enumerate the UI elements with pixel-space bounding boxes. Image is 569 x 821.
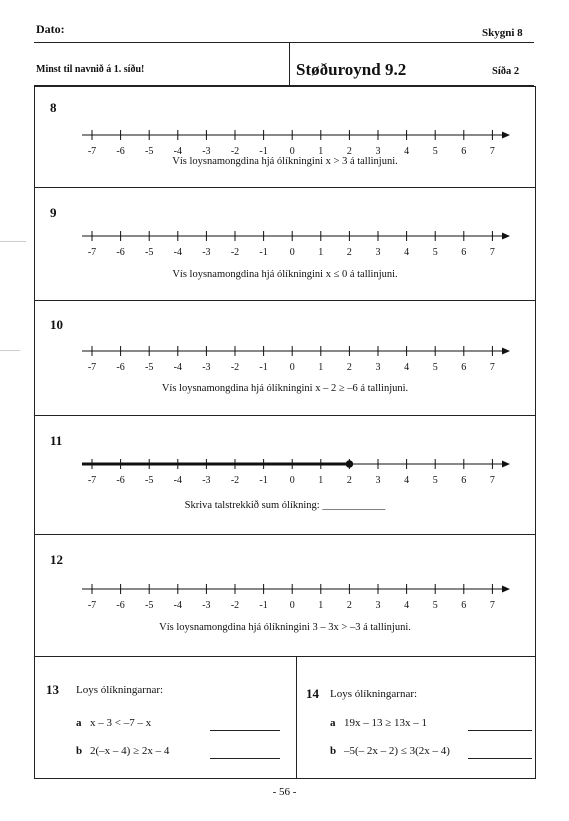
tick-label: -2 — [230, 146, 240, 157]
tick-label: -5 — [145, 146, 154, 157]
tick-label: -7 — [87, 600, 97, 611]
tick-label: -5 — [145, 247, 154, 258]
tick-label: 3 — [375, 362, 381, 373]
q13-b-expression: 2(–x – 4) ≥ 2x – 4 — [90, 745, 170, 757]
tick-label: -5 — [145, 475, 154, 486]
tick-label: -5 — [145, 600, 154, 611]
tick-label: -6 — [116, 600, 125, 611]
q14-b-answer-line[interactable] — [468, 758, 532, 759]
question-caption-12: Vís loysnamongdina hjá ólíkningini 3 – 3x > –3 á tallinjuni. — [159, 622, 411, 633]
tick-label: -6 — [116, 475, 125, 486]
tick-label: 5 — [432, 146, 438, 157]
tick-label: -1 — [259, 146, 268, 157]
axis-arrow-icon — [502, 132, 510, 139]
tick-label: 2 — [346, 247, 352, 258]
number-line-9[interactable] — [82, 224, 512, 264]
number-line-11 — [82, 452, 512, 492]
tick-label: 0 — [289, 600, 295, 611]
tick-label: 0 — [289, 475, 295, 486]
tick-label: -1 — [259, 247, 268, 258]
tick-label: 0 — [289, 247, 295, 258]
closed-endpoint-dot — [346, 460, 354, 468]
tick-label: -2 — [230, 600, 240, 611]
tick-label: 4 — [404, 247, 410, 258]
tick-label: -7 — [87, 475, 97, 486]
question-number-10: 10 — [50, 317, 63, 332]
tick-label: 7 — [489, 600, 495, 611]
axis-arrow-icon — [502, 461, 510, 468]
tick-label: 4 — [404, 475, 410, 486]
tick-label: -3 — [202, 146, 211, 157]
axis-arrow-icon — [502, 348, 510, 355]
q14-a-answer-line[interactable] — [468, 730, 532, 731]
tick-label: 2 — [346, 362, 352, 373]
q14-b-expression: –5(– 2x – 2) ≤ 3(2x – 4) — [344, 745, 450, 757]
q13-b-label: b — [76, 745, 83, 757]
page-number: - 56 - — [272, 786, 297, 798]
tick-label: 7 — [489, 146, 495, 157]
tick-label: -2 — [230, 475, 240, 486]
tick-label: 1 — [318, 362, 324, 373]
tick-label: -7 — [87, 146, 97, 157]
tick-label: -3 — [202, 247, 211, 258]
question-caption-11: Skriva talstrekkið sum ólíkning: ____________ — [184, 500, 386, 511]
class-label: Skygni 8 — [482, 27, 523, 39]
tick-label: 3 — [375, 247, 381, 258]
tick-label: 1 — [318, 475, 324, 486]
tick-label: 6 — [461, 146, 467, 157]
axis-arrow-icon — [502, 586, 510, 593]
tick-label: -2 — [230, 247, 240, 258]
tick-label: 0 — [289, 146, 295, 157]
question-number-12: 12 — [50, 552, 63, 567]
tick-label: -4 — [173, 475, 182, 486]
question-number-13: 13 — [46, 682, 59, 697]
tick-label: 5 — [432, 247, 438, 258]
tick-label: 6 — [461, 475, 467, 486]
test-title: Støðuroynd 9.2 — [296, 60, 407, 79]
q14-a-expression: 19x – 13 ≥ 13x – 1 — [344, 717, 428, 729]
tick-label: -3 — [202, 362, 211, 373]
date-label: Dato: — [36, 22, 65, 36]
tick-label: 3 — [375, 600, 381, 611]
tick-label: 7 — [489, 247, 495, 258]
q14-title: Loys ólíkningarnar: — [330, 688, 418, 700]
tick-label: -6 — [116, 362, 125, 373]
q13-a-expression: x – 3 < –7 – x — [90, 717, 152, 729]
question-number-11: 11 — [50, 433, 63, 448]
number-line-10[interactable] — [82, 339, 512, 379]
tick-label: -4 — [173, 247, 182, 258]
tick-label: -1 — [259, 362, 268, 373]
tick-label: -4 — [173, 362, 182, 373]
question-caption-9: Vís loysnamongdina hjá ólíkningini x ≤ 0 á tallinjuni. — [172, 269, 398, 280]
name-note: Minst til navnið á 1. síðu! — [36, 64, 145, 75]
tick-label: 3 — [375, 475, 381, 486]
tick-label: -7 — [87, 247, 97, 258]
tick-label: 2 — [346, 600, 352, 611]
q14-a-label: a — [330, 717, 336, 729]
tick-label: 1 — [318, 146, 324, 157]
tick-label: -6 — [116, 146, 125, 157]
tick-label: -1 — [259, 475, 268, 486]
tick-label: 6 — [461, 247, 467, 258]
question-number-14: 14 — [306, 686, 319, 701]
number-line-12[interactable] — [82, 577, 512, 617]
page-label: Síða 2 — [492, 66, 520, 77]
q14-b-label: b — [330, 745, 337, 757]
tick-label: -6 — [116, 247, 125, 258]
header-divider-vertical — [289, 42, 290, 85]
tick-label: 4 — [404, 600, 410, 611]
tick-label: -4 — [173, 146, 182, 157]
tick-label: -3 — [202, 475, 211, 486]
tick-label: 0 — [289, 362, 295, 373]
tick-label: 6 — [461, 600, 467, 611]
tick-label: 1 — [318, 600, 324, 611]
tick-label: 4 — [404, 146, 410, 157]
tick-label: 5 — [432, 362, 438, 373]
question-number-9: 9 — [50, 205, 57, 220]
q13-a-label: a — [76, 717, 82, 729]
tick-label: 7 — [489, 362, 495, 373]
tick-label: -3 — [202, 600, 211, 611]
tick-label: 2 — [346, 475, 352, 486]
tick-label: -7 — [87, 362, 97, 373]
tick-label: -2 — [230, 362, 240, 373]
tick-label: -1 — [259, 600, 268, 611]
header-divider-top — [34, 42, 534, 43]
tick-label: 6 — [461, 362, 467, 373]
tick-label: 3 — [375, 146, 381, 157]
tick-label: -5 — [145, 362, 154, 373]
tick-label: 1 — [318, 247, 324, 258]
question-caption-10: Vís loysnamongdina hjá ólíkningini x – 2 ≥ –6 á tallinjuni. — [161, 383, 409, 394]
question-caption-8: Vís loysnamongdina hjá ólíkningini x > 3 á tallinjuni. — [172, 156, 398, 167]
tick-label: 5 — [432, 600, 438, 611]
tick-label: -4 — [173, 600, 182, 611]
axis-arrow-icon — [502, 233, 510, 240]
q13-q14-divider — [296, 656, 297, 779]
q13-title: Loys ólíkningarnar: — [76, 684, 164, 696]
question-number-8: 8 — [50, 100, 57, 115]
q13-a-answer-line[interactable] — [210, 730, 280, 731]
tick-label: 7 — [489, 475, 495, 486]
tick-label: 4 — [404, 362, 410, 373]
q13-b-answer-line[interactable] — [210, 758, 280, 759]
tick-label: 2 — [346, 146, 352, 157]
tick-label: 5 — [432, 475, 438, 486]
